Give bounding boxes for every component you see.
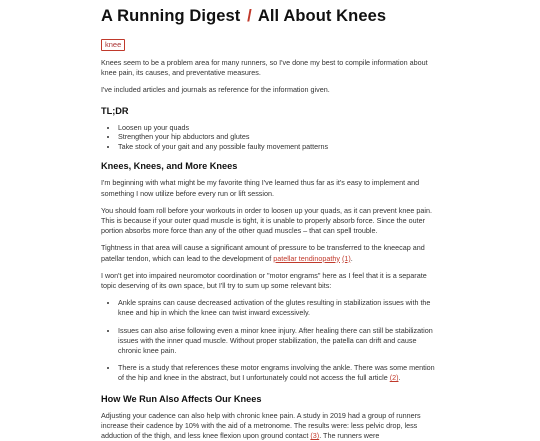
list-item: • Ankle sprains can cause decreased activation of the glutes resulting in stabilization issues with the knee and hip in which the knee can twist inward excessively. (118, 298, 440, 318)
patellar-tendinopathy-link[interactable]: patellar tendinopathy (273, 253, 340, 263)
list-item: • Issues can also arise following even a minor knee injury. After healing there can still be stabilization issues with the inner quad muscle. Without proper stabilization, the patella can drift and cause chronic knee pain. (118, 326, 440, 357)
list-item: • There is a study that references these motor engrams involving the ankle. There was some mention of the hip and knee in the abstract, but I unfortunately could not access the full article (2). (118, 363, 440, 383)
tldr-heading: TL;DR (101, 105, 129, 116)
reference-link-2[interactable]: (2) (389, 373, 399, 383)
intro-paragraph-2: I've included articles and journals as reference for the information given. (101, 85, 330, 95)
section-heading-knees: Knees, Knees, and More Knees (101, 161, 238, 172)
section1-paragraph-4: I won't get into impaired neuromotor coordination or "motor engrams" here as I feel that it is a separate topic deserving of its own space, but I'll try to sum up some relevant bits: (101, 270, 427, 291)
tag-knee[interactable]: knee (101, 39, 125, 51)
section1-paragraph-1: I'm beginning with what might be my favorite thing I've learned thus far as it's easy to implement and something I now utilize before every run or lift session. (101, 178, 420, 198)
reference-link-1[interactable]: (1) (341, 253, 351, 263)
title-separator: / (247, 7, 252, 25)
title-part1: A Running Digest (101, 7, 241, 25)
list-item: • Take stock of your gait and any possible faulty movement patterns (118, 142, 440, 152)
list-item: • Loosen up your quads (118, 123, 440, 133)
intro-paragraph-1: Knees seem to be a problem area for many runners, so I've done my best to compile information about knee pain, its causes, and preventative measures. (101, 58, 428, 78)
section-heading-running: How We Run Also Affects Our Knees (101, 393, 262, 404)
reference-link-3[interactable]: (3) (310, 431, 320, 441)
motor-engram-list (101, 298, 440, 383)
list-item: • Strengthen your hip abductors and glutes (118, 132, 440, 142)
section1-paragraph-2: You should foam roll before your workouts in order to loosen up your quads, as it can prevent knee pain. This is because if your outer quad muscle is tight, it is unable to properly absorb force. Since the outer portion absorbs more force than any of the other quad muscles – that can spell trouble. (101, 205, 432, 236)
page-title (101, 6, 440, 26)
section1-paragraph-3: Tightness in that area will cause a significant amount of pressure to be transferred to the kneecap and patellar tendon, which can lead to the development of patellar tendinopathy (1). (101, 243, 425, 263)
tldr-list (101, 123, 440, 152)
title-part2: All About Knees (257, 7, 387, 25)
section2-paragraph-1: Adjusting your cadence can also help with chronic knee pain. A study in 2019 had a group of runners increase their cadence by 10% with the aid of a metronome. The results were: less pelvic drop, less adduction of the thigh, and less knee flexion upon ground contact (3). The runners were (101, 410, 421, 441)
